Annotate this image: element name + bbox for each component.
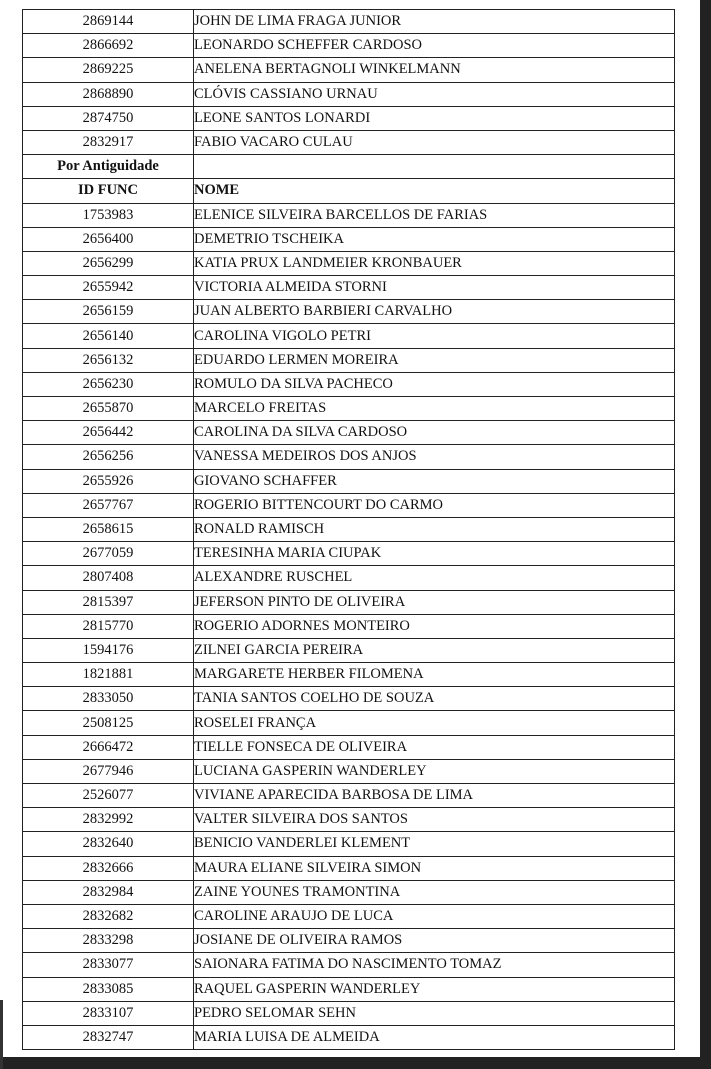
column-header-name: NOME xyxy=(194,179,675,203)
name-cell: KATIA PRUX LANDMEIER KRONBAUER xyxy=(194,251,675,275)
name-cell: TERESINHA MARIA CIUPAK xyxy=(194,542,675,566)
name-cell: DEMETRIO TSCHEIKA xyxy=(194,227,675,251)
table-row xyxy=(23,590,675,614)
empty-cell xyxy=(194,155,675,179)
name-cell: ZAINE YOUNES TRAMONTINA xyxy=(194,880,675,904)
id-cell: 2833085 xyxy=(23,977,194,1001)
id-cell: 2833298 xyxy=(23,929,194,953)
table-row xyxy=(23,10,675,34)
name-cell: JOHN DE LIMA FRAGA JUNIOR xyxy=(194,10,675,34)
id-cell: 2832682 xyxy=(23,904,194,928)
name-cell: FABIO VACARO CULAU xyxy=(194,130,675,154)
id-cell: 2869225 xyxy=(23,58,194,82)
name-cell: CAROLINA VIGOLO PETRI xyxy=(194,324,675,348)
table-row xyxy=(23,493,675,517)
name-cell: TIELLE FONSECA DE OLIVEIRA xyxy=(194,735,675,759)
staff-table xyxy=(22,9,675,1050)
table-row xyxy=(23,372,675,396)
scan-edge-right xyxy=(700,0,711,1069)
name-cell: MARIA LUISA DE ALMEIDA xyxy=(194,1025,675,1049)
id-cell: 2656442 xyxy=(23,421,194,445)
id-cell: 2833077 xyxy=(23,953,194,977)
name-cell: GIOVANO SCHAFFER xyxy=(194,469,675,493)
id-cell: 2656256 xyxy=(23,445,194,469)
table-row xyxy=(23,203,675,227)
section-title: Por Antiguidade xyxy=(23,155,194,179)
id-cell: 2658615 xyxy=(23,517,194,541)
name-cell: TANIA SANTOS COELHO DE SOUZA xyxy=(194,687,675,711)
id-cell: 2869144 xyxy=(23,10,194,34)
table-row xyxy=(23,904,675,928)
table-row xyxy=(23,348,675,372)
id-cell: 2655942 xyxy=(23,276,194,300)
table-row xyxy=(23,58,675,82)
table-row xyxy=(23,469,675,493)
name-cell: LUCIANA GASPERIN WANDERLEY xyxy=(194,759,675,783)
table-row xyxy=(23,880,675,904)
name-cell: VANESSA MEDEIROS DOS ANJOS xyxy=(194,445,675,469)
table-row xyxy=(23,832,675,856)
id-cell: 2832984 xyxy=(23,880,194,904)
id-cell: 2656230 xyxy=(23,372,194,396)
id-cell: 2874750 xyxy=(23,106,194,130)
name-cell: CAROLINA DA SILVA CARDOSO xyxy=(194,421,675,445)
table-row xyxy=(23,977,675,1001)
name-cell: ZILNEI GARCIA PEREIRA xyxy=(194,638,675,662)
id-cell: 2656299 xyxy=(23,251,194,275)
id-cell: 2832666 xyxy=(23,856,194,880)
id-cell: 2866692 xyxy=(23,34,194,58)
table-row xyxy=(23,953,675,977)
id-cell: 2807408 xyxy=(23,566,194,590)
table-row xyxy=(23,687,675,711)
table-row xyxy=(23,614,675,638)
table-row xyxy=(23,82,675,106)
id-cell: 2815397 xyxy=(23,590,194,614)
name-cell: ROSELEI FRANÇA xyxy=(194,711,675,735)
id-cell: 2657767 xyxy=(23,493,194,517)
table-row xyxy=(23,445,675,469)
name-cell: VICTORIA ALMEIDA STORNI xyxy=(194,276,675,300)
name-cell: ELENICE SILVEIRA BARCELLOS DE FARIAS xyxy=(194,203,675,227)
id-cell: 2868890 xyxy=(23,82,194,106)
table-row xyxy=(23,663,675,687)
id-cell: 2656159 xyxy=(23,300,194,324)
name-cell: JUAN ALBERTO BARBIERI CARVALHO xyxy=(194,300,675,324)
table-row xyxy=(23,542,675,566)
table-row xyxy=(23,1001,675,1025)
id-cell: 2832917 xyxy=(23,130,194,154)
id-cell: 2677946 xyxy=(23,759,194,783)
table-row xyxy=(23,517,675,541)
table-row xyxy=(23,1025,675,1049)
table-row xyxy=(23,784,675,808)
id-cell: 2656132 xyxy=(23,348,194,372)
id-cell: 2833050 xyxy=(23,687,194,711)
table-body xyxy=(23,10,675,1050)
table-row xyxy=(23,856,675,880)
header-row xyxy=(23,179,675,203)
name-cell: ROMULO DA SILVA PACHECO xyxy=(194,372,675,396)
id-cell: 2677059 xyxy=(23,542,194,566)
name-cell: JOSIANE DE OLIVEIRA RAMOS xyxy=(194,929,675,953)
table-row xyxy=(23,711,675,735)
table-row xyxy=(23,324,675,348)
table-row xyxy=(23,251,675,275)
id-cell: 2666472 xyxy=(23,735,194,759)
table-row xyxy=(23,929,675,953)
name-cell: MARCELO FREITAS xyxy=(194,397,675,421)
id-cell: 2815770 xyxy=(23,614,194,638)
name-cell: LEONARDO SCHEFFER CARDOSO xyxy=(194,34,675,58)
name-cell: RAQUEL GASPERIN WANDERLEY xyxy=(194,977,675,1001)
name-cell: CLÓVIS CASSIANO URNAU xyxy=(194,82,675,106)
id-cell: 2655870 xyxy=(23,397,194,421)
column-header-id: ID FUNC xyxy=(23,179,194,203)
id-cell: 2526077 xyxy=(23,784,194,808)
table-row xyxy=(23,300,675,324)
table-row xyxy=(23,397,675,421)
id-cell: 2833107 xyxy=(23,1001,194,1025)
table-row xyxy=(23,638,675,662)
name-cell: ANELENA BERTAGNOLI WINKELMANN xyxy=(194,58,675,82)
name-cell: MAURA ELIANE SILVEIRA SIMON xyxy=(194,856,675,880)
scan-edge-left xyxy=(0,1000,3,1069)
name-cell: MARGARETE HERBER FILOMENA xyxy=(194,663,675,687)
name-cell: PEDRO SELOMAR SEHN xyxy=(194,1001,675,1025)
id-cell: 1821881 xyxy=(23,663,194,687)
name-cell: JEFERSON PINTO DE OLIVEIRA xyxy=(194,590,675,614)
name-cell: EDUARDO LERMEN MOREIRA xyxy=(194,348,675,372)
table-row xyxy=(23,130,675,154)
id-cell: 2832992 xyxy=(23,808,194,832)
id-cell: 1753983 xyxy=(23,203,194,227)
table-row xyxy=(23,34,675,58)
table-row xyxy=(23,808,675,832)
name-cell: ROGERIO ADORNES MONTEIRO xyxy=(194,614,675,638)
name-cell: SAIONARA FATIMA DO NASCIMENTO TOMAZ xyxy=(194,953,675,977)
name-cell: VALTER SILVEIRA DOS SANTOS xyxy=(194,808,675,832)
name-cell: RONALD RAMISCH xyxy=(194,517,675,541)
table-row xyxy=(23,421,675,445)
table-row xyxy=(23,227,675,251)
id-cell: 2656400 xyxy=(23,227,194,251)
id-cell: 1594176 xyxy=(23,638,194,662)
section-row xyxy=(23,155,675,179)
table-row xyxy=(23,276,675,300)
id-cell: 2832747 xyxy=(23,1025,194,1049)
table-row xyxy=(23,566,675,590)
name-cell: LEONE SANTOS LONARDI xyxy=(194,106,675,130)
id-cell: 2508125 xyxy=(23,711,194,735)
table-row xyxy=(23,106,675,130)
name-cell: ALEXANDRE RUSCHEL xyxy=(194,566,675,590)
name-cell: BENICIO VANDERLEI KLEMENT xyxy=(194,832,675,856)
id-cell: 2832640 xyxy=(23,832,194,856)
id-cell: 2656140 xyxy=(23,324,194,348)
scan-edge-bottom xyxy=(0,1057,711,1069)
id-cell: 2655926 xyxy=(23,469,194,493)
name-cell: CAROLINE ARAUJO DE LUCA xyxy=(194,904,675,928)
table-row xyxy=(23,759,675,783)
name-cell: VIVIANE APARECIDA BARBOSA DE LIMA xyxy=(194,784,675,808)
name-cell: ROGERIO BITTENCOURT DO CARMO xyxy=(194,493,675,517)
table-row xyxy=(23,735,675,759)
